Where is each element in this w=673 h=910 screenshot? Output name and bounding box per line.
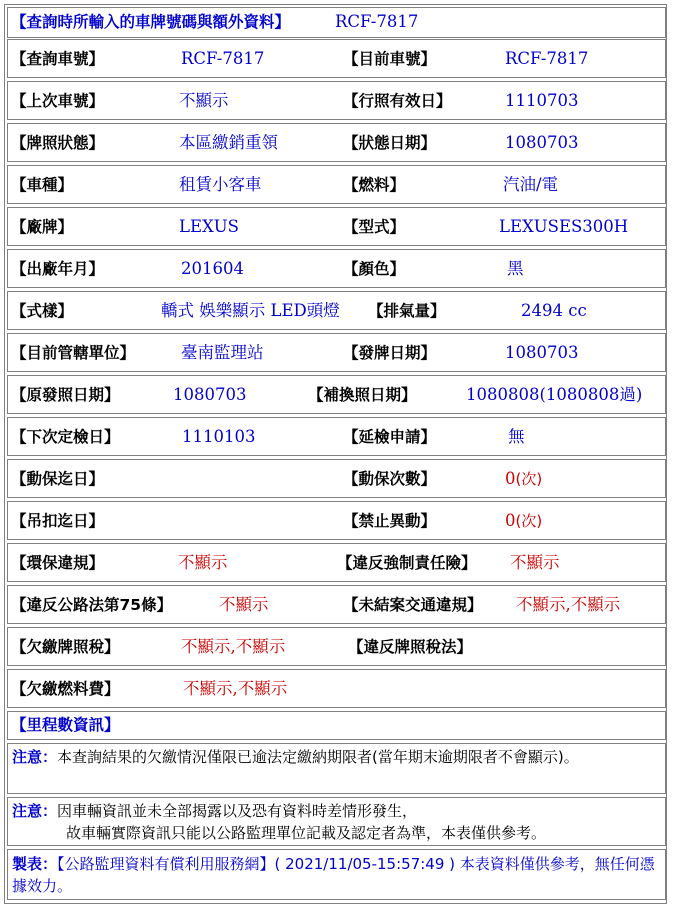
- label-body-style: 【式樣】: [11, 302, 74, 320]
- label-license-valid-date: 【行照有效日】: [343, 92, 452, 110]
- info-row: [7, 585, 666, 624]
- info-row: [7, 627, 666, 666]
- mileage-section: [7, 711, 666, 740]
- info-row: [7, 39, 666, 78]
- value-highway-act-violation: 不顯示: [219, 595, 269, 614]
- label-displacement: 【排氣量】: [368, 302, 446, 320]
- footer-body: 【公路監理資料有償利用服務網】( 2021/11/05-15:57:49 ) 本表資料僅供參考，無任何憑據效力。: [12, 855, 655, 895]
- value-reissue-license-date: 1080808(1080808過): [466, 385, 643, 404]
- label-current-plate: 【目前車號】: [343, 50, 437, 68]
- note-overdue-label: 注意：: [12, 748, 58, 766]
- note-disclaimer: [7, 797, 666, 846]
- label-status-date: 【狀態日期】: [343, 134, 437, 152]
- info-row: [7, 249, 666, 288]
- value-plate-issue-date: 1080703: [505, 343, 579, 362]
- info-row: [7, 459, 666, 498]
- label-query-plate: 【查詢車號】: [11, 50, 105, 68]
- value-license-valid-date: 1110703: [505, 91, 579, 110]
- label-vehicle-type: 【車種】: [11, 176, 74, 194]
- label-original-license-date: 【原發照日期】: [11, 386, 120, 404]
- label-plate-status: 【牌照狀態】: [11, 134, 105, 152]
- value-displacement: 2494 cc: [521, 301, 587, 320]
- info-row: [7, 207, 666, 246]
- footer-text: [12, 853, 661, 897]
- value-brand: LEXUS: [179, 217, 239, 236]
- value-unpaid-license-tax: 不顯示,不顯示: [181, 637, 286, 656]
- value-body-style: 轎式 娛樂顯示 LED頭燈: [161, 301, 340, 320]
- query-header-title: 【查詢時所輸入的車牌號碼與額外資料】: [11, 13, 291, 31]
- value-jurisdiction: 臺南監理站: [181, 343, 264, 362]
- label-insurance-violation: 【違反強制責任險】: [337, 554, 477, 572]
- info-row: [7, 123, 666, 162]
- info-row: [7, 291, 666, 330]
- footer-label: 製表：: [12, 855, 58, 873]
- label-transfer-prohibited: 【禁止異動】: [343, 512, 437, 530]
- value-original-license-date: 1080703: [173, 385, 247, 404]
- value-model: LEXUSES300H: [499, 217, 629, 236]
- value-environmental-violation: 不顯示: [178, 553, 228, 572]
- value-insurance-violation: 不顯示: [510, 553, 560, 572]
- value-plate-status: 本區繳銷重領: [179, 133, 278, 152]
- info-row: [7, 543, 666, 582]
- value-manufacture-date: 201604: [181, 259, 244, 278]
- mileage-title: 【里程數資訊】: [11, 716, 120, 734]
- value-next-inspection: 1110103: [182, 427, 256, 446]
- label-previous-plate: 【上次車號】: [11, 92, 105, 110]
- label-environmental-violation: 【環保違規】: [11, 554, 105, 572]
- report-footer: [7, 849, 666, 900]
- label-unpaid-license-tax: 【欠繳牌照稅】: [11, 638, 120, 656]
- info-row: [7, 375, 666, 414]
- note-overdue-text: [12, 746, 661, 768]
- info-row: [7, 81, 666, 120]
- label-chattel-mortgage-count: 【動保次數】: [343, 470, 437, 488]
- label-manufacture-date: 【出廠年月】: [11, 260, 105, 278]
- query-header-plate: RCF-7817: [335, 12, 419, 31]
- label-unsettled-traffic-violation: 【未結案交通違規】: [343, 596, 483, 614]
- info-row: [7, 501, 666, 540]
- value-transfer-prohibited: 0(次): [505, 511, 543, 530]
- value-color: 黑: [507, 259, 524, 278]
- label-highway-act-violation: 【違反公路法第75條】: [11, 596, 173, 614]
- label-jurisdiction: 【目前管轄單位】: [11, 344, 136, 362]
- label-reissue-license-date: 【補換照日期】: [308, 386, 417, 404]
- info-row: [7, 165, 666, 204]
- value-current-plate: RCF-7817: [505, 49, 589, 68]
- label-color: 【顏色】: [343, 260, 406, 278]
- note-disclaimer-text: [12, 800, 661, 844]
- note-disclaimer-label: 注意：: [12, 802, 58, 820]
- info-row: [7, 333, 666, 372]
- label-suspension-end: 【吊扣迄日】: [11, 512, 105, 530]
- value-unsettled-traffic-violation: 不顯示,不顯示: [516, 595, 621, 614]
- label-brand: 【廠牌】: [11, 218, 74, 236]
- info-row: [7, 417, 666, 456]
- label-model: 【型式】: [343, 218, 406, 236]
- value-query-plate: RCF-7817: [181, 49, 265, 68]
- value-inspection-extension: 無: [508, 427, 525, 446]
- label-inspection-extension: 【延檢申請】: [343, 428, 437, 446]
- label-unpaid-fuel-fee: 【欠繳燃料費】: [11, 680, 120, 698]
- value-previous-plate: 不顯示: [179, 91, 229, 110]
- value-vehicle-type: 租賃小客車: [179, 175, 262, 194]
- label-chattel-mortgage-end: 【動保迄日】: [11, 470, 105, 488]
- label-license-tax-violation: 【違反牌照稅法】: [348, 638, 473, 656]
- note-disclaimer-line1: 因車輛資訊並未全部揭露以及恐有資料時差情形發生，: [57, 802, 418, 820]
- note-disclaimer-line2: 故車輛實際資訊只能以公路監理單位記載及認定者為準，本表僅供參考。: [66, 824, 547, 842]
- query-header: [7, 7, 666, 38]
- value-unpaid-fuel-fee: 不顯示,不顯示: [183, 679, 288, 698]
- value-status-date: 1080703: [505, 133, 579, 152]
- label-next-inspection: 【下次定檢日】: [11, 428, 120, 446]
- value-chattel-mortgage-count: 0(次): [505, 469, 543, 488]
- info-row: [7, 669, 666, 708]
- note-overdue-body: 本查詢結果的欠繳情況僅限已逾法定繳納期限者(當年期末逾期限者不會顯示)。: [57, 748, 579, 766]
- note-overdue: [7, 743, 666, 794]
- label-fuel: 【燃料】: [343, 176, 406, 194]
- label-plate-issue-date: 【發牌日期】: [343, 344, 437, 362]
- value-fuel: 汽油/電: [503, 175, 559, 194]
